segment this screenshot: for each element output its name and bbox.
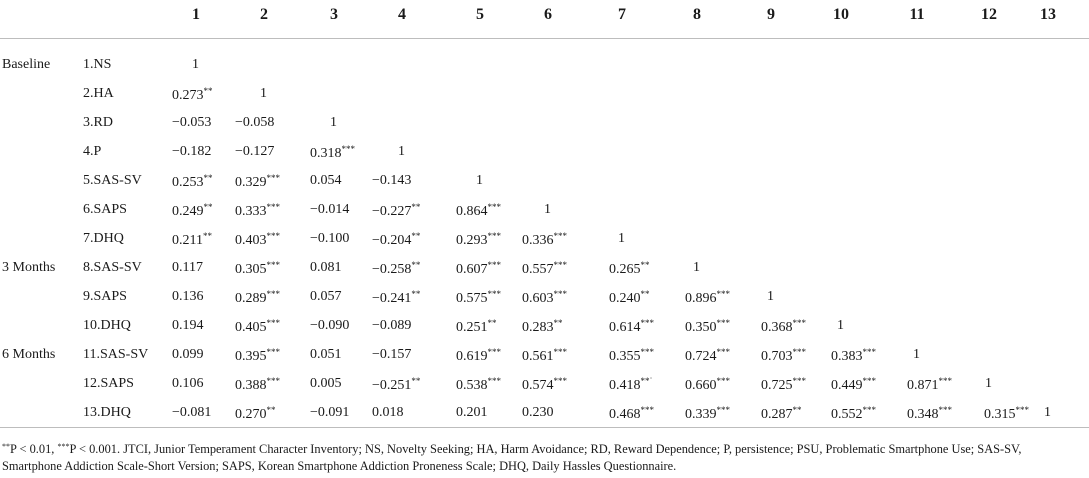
correlation-value: 0.383 — [831, 349, 863, 364]
correlation-cell — [310, 260, 342, 276]
correlation-value: −0.058 — [235, 115, 275, 130]
correlation-cell — [172, 260, 203, 276]
correlation-value: −0.090 — [310, 318, 350, 333]
correlation-value: 0.724 — [685, 349, 717, 364]
diagonal-cell — [544, 202, 551, 218]
correlation-value: 0.403 — [235, 233, 267, 248]
correlation-value: 1 — [985, 376, 992, 391]
significance-stars: ** — [202, 231, 212, 241]
significance-stars: *** — [553, 231, 567, 241]
column-header-3: 3 — [330, 6, 338, 23]
significance-stars: *** — [553, 260, 567, 270]
table-header-row — [0, 0, 1089, 39]
correlation-value: 0.703 — [761, 349, 793, 364]
significance-stars: *** — [487, 231, 501, 241]
correlation-value: 0.607 — [456, 262, 488, 277]
significance-stars: ** — [640, 289, 650, 299]
column-header-4: 4 — [398, 6, 406, 23]
row-variable-label: 10.DHQ — [83, 318, 131, 333]
correlation-cell — [235, 202, 280, 220]
correlation-cell — [235, 289, 280, 307]
correlation-cell — [609, 260, 650, 278]
correlation-value: 0.561 — [522, 349, 554, 364]
significance-stars: *** — [266, 231, 280, 241]
correlation-cell — [609, 347, 654, 365]
column-header-8: 8 — [693, 6, 701, 23]
significance-stars: *** — [266, 202, 280, 212]
correlation-value: 0.557 — [522, 262, 554, 277]
correlation-cell — [235, 144, 274, 160]
column-header-2: 2 — [260, 6, 268, 23]
correlation-value: 0.318 — [310, 146, 342, 161]
row-variable-label: 11.SAS-SV — [83, 347, 149, 362]
significance-stars: ** — [266, 405, 276, 415]
column-header-6: 6 — [544, 6, 552, 23]
table-row — [0, 371, 1089, 399]
correlation-value: 1 — [1044, 405, 1051, 420]
correlation-cell — [372, 173, 411, 189]
correlation-value: 0.449 — [831, 378, 863, 393]
row-variable-label: 1.NS — [83, 57, 112, 72]
correlation-value: 0.287 — [761, 407, 793, 422]
correlation-value: 1 — [398, 144, 405, 159]
significance-stars: *** — [266, 376, 280, 386]
correlation-value: 0.273 — [172, 88, 204, 103]
significance-stars: *** — [487, 289, 501, 299]
correlation-value: 0.054 — [310, 173, 342, 188]
correlation-cell — [522, 231, 567, 249]
correlation-value: 0.136 — [172, 289, 204, 304]
row-variable-label: 5.SAS-SV — [83, 173, 142, 188]
significance-stars: *** — [553, 347, 567, 357]
correlation-value: 0.293 — [456, 233, 488, 248]
diagonal-cell — [192, 57, 199, 73]
correlation-value: 0.575 — [456, 291, 488, 306]
table-row — [0, 168, 1089, 196]
row-group-label: 3 Months — [2, 260, 56, 275]
correlation-value: 0.388 — [235, 378, 267, 393]
correlation-value: 0.240 — [609, 291, 641, 306]
table-bottom-rule — [0, 427, 1089, 428]
correlation-value: 0.018 — [372, 405, 404, 420]
significance-stars: **˙ — [640, 376, 653, 386]
significance-stars: *** — [862, 347, 876, 357]
correlation-cell — [172, 144, 211, 160]
significance-stars: *** — [487, 376, 501, 386]
correlation-cell — [172, 202, 213, 220]
correlation-cell — [685, 289, 730, 307]
significance-stars: *** — [640, 347, 654, 357]
correlation-cell — [235, 347, 280, 365]
column-header-7: 7 — [618, 6, 626, 23]
significance-stars: *** — [487, 202, 501, 212]
significance-stars: ** — [203, 86, 213, 96]
row-variable-label: 6.SAPS — [83, 202, 127, 217]
correlation-cell — [372, 260, 420, 278]
correlation-cell — [172, 115, 211, 131]
table-row — [0, 284, 1089, 312]
correlation-value: −0.157 — [372, 347, 412, 362]
correlation-value: 0.270 — [235, 407, 267, 422]
correlation-cell — [235, 376, 280, 394]
correlation-cell — [172, 405, 211, 421]
correlation-value: 0.057 — [310, 289, 342, 304]
correlation-value: −0.091 — [310, 405, 350, 420]
table-row — [0, 342, 1089, 370]
correlation-cell — [907, 376, 952, 394]
diagonal-cell — [476, 173, 483, 189]
correlation-cell — [310, 144, 355, 162]
correlation-value: 1 — [693, 260, 700, 275]
footnote-stars-1: ** — [2, 442, 10, 451]
correlation-cell — [456, 260, 501, 278]
correlation-value: −0.053 — [172, 115, 212, 130]
significance-stars: *** — [266, 260, 280, 270]
correlation-value: 0.265 — [609, 262, 641, 277]
correlation-cell — [609, 376, 653, 394]
correlation-value: −0.143 — [372, 173, 412, 188]
correlation-value: 0.315 — [984, 407, 1016, 422]
significance-stars: ** — [487, 318, 497, 328]
correlation-cell — [685, 347, 730, 365]
correlation-value: 0.468 — [609, 407, 641, 422]
correlation-cell — [907, 405, 952, 423]
column-header-12: 12 — [981, 6, 997, 23]
correlation-value: −0.241 — [372, 291, 412, 306]
correlation-cell — [372, 376, 420, 394]
correlation-value: 0.574 — [522, 378, 554, 393]
column-header-5: 5 — [476, 6, 484, 23]
correlation-cell — [310, 231, 349, 247]
correlation-value: −0.100 — [310, 231, 350, 246]
correlation-cell — [522, 405, 554, 421]
correlation-value: 0.289 — [235, 291, 267, 306]
correlation-value: 0.283 — [522, 320, 554, 335]
table-row — [0, 52, 1089, 80]
row-variable-label: 9.SAPS — [83, 289, 127, 304]
correlation-value: 0.864 — [456, 204, 488, 219]
significance-stars: *** — [792, 347, 806, 357]
correlation-cell — [310, 289, 342, 305]
diagonal-cell — [837, 318, 844, 334]
table-row — [0, 226, 1089, 254]
column-header-1: 1 — [192, 6, 200, 23]
correlation-value: 0.350 — [685, 320, 717, 335]
correlation-value: 0.005 — [310, 376, 342, 391]
correlation-cell — [372, 231, 420, 249]
significance-stars: ** — [411, 260, 421, 270]
correlation-value: 0.081 — [310, 260, 342, 275]
row-variable-label: 2.HA — [83, 86, 114, 101]
table-row — [0, 81, 1089, 109]
correlation-value: 0.305 — [235, 262, 267, 277]
correlation-cell — [456, 376, 501, 394]
significance-stars: *** — [640, 318, 654, 328]
correlation-value: 1 — [767, 289, 774, 304]
correlation-cell — [522, 289, 567, 307]
significance-stars: *** — [938, 376, 952, 386]
diagonal-cell — [398, 144, 405, 160]
significance-stars: *** — [716, 405, 730, 415]
correlation-cell — [172, 289, 204, 305]
table-row — [0, 110, 1089, 138]
correlation-cell — [172, 376, 204, 392]
column-header-13: 13 — [1040, 6, 1056, 23]
significance-stars: *** — [266, 347, 280, 357]
correlation-cell — [235, 260, 280, 278]
correlation-value: 0.418 — [609, 378, 641, 393]
correlation-value: 0.552 — [831, 407, 863, 422]
correlation-value: −0.258 — [372, 262, 412, 277]
significance-stars: *** — [792, 376, 806, 386]
correlation-value: 0.194 — [172, 318, 204, 333]
correlation-value: 0.333 — [235, 204, 267, 219]
significance-stars: *** — [792, 318, 806, 328]
correlation-cell — [984, 405, 1029, 423]
diagonal-cell — [913, 347, 920, 363]
significance-stars: ** — [411, 376, 421, 386]
correlation-cell — [172, 86, 213, 104]
correlation-value: 0.395 — [235, 349, 267, 364]
correlation-cell — [456, 289, 501, 307]
correlation-value: −0.251 — [372, 378, 412, 393]
correlation-cell — [372, 405, 404, 421]
correlation-value: 1 — [192, 57, 199, 72]
correlation-cell — [172, 173, 213, 191]
correlation-value: 0.211 — [172, 233, 203, 248]
significance-stars: *** — [862, 405, 876, 415]
correlation-value: 0.348 — [907, 407, 939, 422]
significance-stars: ** — [203, 202, 213, 212]
column-header-10: 10 — [833, 6, 849, 23]
correlation-cell — [372, 202, 420, 220]
correlation-cell — [761, 347, 806, 365]
diagonal-cell — [693, 260, 700, 276]
correlation-value: 0.619 — [456, 349, 488, 364]
diagonal-cell — [767, 289, 774, 305]
significance-stars: *** — [716, 376, 730, 386]
significance-stars: *** — [1015, 405, 1029, 415]
significance-stars: *** — [716, 347, 730, 357]
correlation-cell — [310, 405, 349, 421]
correlation-cell — [609, 289, 650, 307]
correlation-value: −0.089 — [372, 318, 412, 333]
row-variable-label: 4.P — [83, 144, 102, 159]
significance-stars: *** — [266, 289, 280, 299]
row-variable-label: 3.RD — [83, 115, 113, 130]
correlation-value: 1 — [260, 86, 267, 101]
significance-stars: ** — [203, 173, 213, 183]
correlation-value: 0.329 — [235, 175, 267, 190]
correlation-value: 1 — [330, 115, 337, 130]
correlation-value: 0.614 — [609, 320, 641, 335]
footnote-stars-2: *** — [57, 442, 70, 451]
significance-stars: ** — [411, 202, 421, 212]
diagonal-cell — [330, 115, 337, 131]
row-variable-label: 12.SAPS — [83, 376, 134, 391]
correlation-cell — [456, 347, 501, 365]
row-variable-label: 8.SAS-SV — [83, 260, 142, 275]
row-group-label: Baseline — [2, 57, 51, 72]
correlation-cell — [831, 347, 876, 365]
correlation-cell — [522, 347, 567, 365]
correlation-value: 0.660 — [685, 378, 717, 393]
correlation-value: 0.117 — [172, 260, 203, 275]
correlation-value: 1 — [618, 231, 625, 246]
correlation-value: −0.227 — [372, 204, 412, 219]
correlation-cell — [172, 347, 204, 363]
significance-stars: *** — [553, 289, 567, 299]
correlation-cell — [456, 231, 501, 249]
correlation-value: 0.355 — [609, 349, 641, 364]
correlation-cell — [172, 318, 204, 334]
table-row — [0, 400, 1089, 428]
correlation-cell — [685, 318, 730, 336]
significance-stars: *** — [266, 173, 280, 183]
correlation-value: 0.871 — [907, 378, 939, 393]
correlation-value: 1 — [544, 202, 551, 217]
correlation-value: 1 — [913, 347, 920, 362]
correlation-cell — [831, 376, 876, 394]
correlation-cell — [372, 289, 420, 307]
correlation-value: 0.336 — [522, 233, 554, 248]
row-group-label: 6 Months — [2, 347, 56, 362]
significance-stars: *** — [716, 289, 730, 299]
footnote-text-2: P < 0.001. JTCI, Junior Temperament Character Inventory; NS, Novelty Seeking; HA, Harm Avoidance; RD, Reward Dependence; P, persistence; PSU, Problematic Smartphone Use; SAS-SV, Smartphone Addiction Scale-Short Version; SAPS, Korean Smartphone Addiction Proneness Scale; DHQ, Daily Hassles Questionnaire. — [2, 442, 1022, 473]
correlation-cell — [235, 231, 280, 249]
correlation-cell — [172, 231, 212, 249]
row-variable-label: 7.DHQ — [83, 231, 124, 246]
correlation-value: −0.014 — [310, 202, 350, 217]
correlation-value: 0.249 — [172, 204, 204, 219]
correlation-cell — [310, 202, 349, 218]
correlation-cell — [609, 405, 654, 423]
correlation-value: 0.405 — [235, 320, 267, 335]
significance-stars: *** — [938, 405, 952, 415]
correlation-value: 0.538 — [456, 378, 488, 393]
correlation-cell — [235, 405, 276, 423]
correlation-value: 0.603 — [522, 291, 554, 306]
diagonal-cell — [1044, 405, 1051, 421]
footnote-text-1: P < 0.01, — [10, 442, 58, 456]
correlation-value: 0.099 — [172, 347, 204, 362]
significance-stars: *** — [553, 376, 567, 386]
correlation-value: 1 — [837, 318, 844, 333]
correlation-cell — [522, 376, 567, 394]
correlation-cell — [235, 115, 274, 131]
table-row — [0, 139, 1089, 167]
correlation-value: −0.127 — [235, 144, 275, 159]
table-row — [0, 255, 1089, 283]
correlation-value: 0.253 — [172, 175, 204, 190]
significance-stars: ** — [640, 260, 650, 270]
diagonal-cell — [260, 86, 267, 102]
correlation-cell — [761, 318, 806, 336]
significance-stars: *** — [487, 260, 501, 270]
diagonal-cell — [985, 376, 992, 392]
significance-stars: *** — [341, 144, 355, 154]
correlation-value: 0.725 — [761, 378, 793, 393]
significance-stars: ** — [411, 231, 421, 241]
column-header-11: 11 — [909, 6, 925, 23]
correlation-value: 0.201 — [456, 405, 488, 420]
correlation-cell — [372, 318, 411, 334]
correlation-cell — [831, 405, 876, 423]
correlation-cell — [310, 376, 342, 392]
column-header-9: 9 — [767, 6, 775, 23]
correlation-cell — [761, 405, 802, 423]
significance-stars: *** — [266, 318, 280, 328]
correlation-value: 0.230 — [522, 405, 554, 420]
correlation-cell — [310, 347, 342, 363]
significance-stars: *** — [487, 347, 501, 357]
significance-stars: ** — [553, 318, 563, 328]
correlation-value: 0.339 — [685, 407, 717, 422]
correlation-cell — [310, 318, 349, 334]
correlation-cell — [456, 318, 497, 336]
correlation-cell — [761, 376, 806, 394]
correlation-cell — [310, 173, 342, 189]
correlation-value: −0.204 — [372, 233, 412, 248]
table-row — [0, 197, 1089, 225]
correlation-cell — [522, 318, 563, 336]
significance-stars: ** — [792, 405, 802, 415]
significance-stars: *** — [716, 318, 730, 328]
correlation-cell — [685, 405, 730, 423]
correlation-value: 0.051 — [310, 347, 342, 362]
significance-stars: *** — [640, 405, 654, 415]
correlation-cell — [235, 173, 280, 191]
correlation-value: 0.896 — [685, 291, 717, 306]
correlation-cell — [235, 318, 280, 336]
correlation-cell — [456, 405, 488, 421]
table-footnote — [2, 438, 1082, 475]
correlation-value: 0.251 — [456, 320, 488, 335]
correlation-cell — [522, 260, 567, 278]
correlation-value: 1 — [476, 173, 483, 188]
correlation-cell — [456, 202, 501, 220]
diagonal-cell — [618, 231, 625, 247]
significance-stars: ** — [411, 289, 421, 299]
correlation-cell — [372, 347, 411, 363]
correlation-cell — [685, 376, 730, 394]
correlation-value: −0.182 — [172, 144, 212, 159]
correlation-cell — [609, 318, 654, 336]
correlation-value: 0.368 — [761, 320, 793, 335]
correlation-value: −0.081 — [172, 405, 212, 420]
significance-stars: *** — [862, 376, 876, 386]
row-variable-label: 13.DHQ — [83, 405, 131, 420]
table-row — [0, 313, 1089, 341]
correlation-value: 0.106 — [172, 376, 204, 391]
